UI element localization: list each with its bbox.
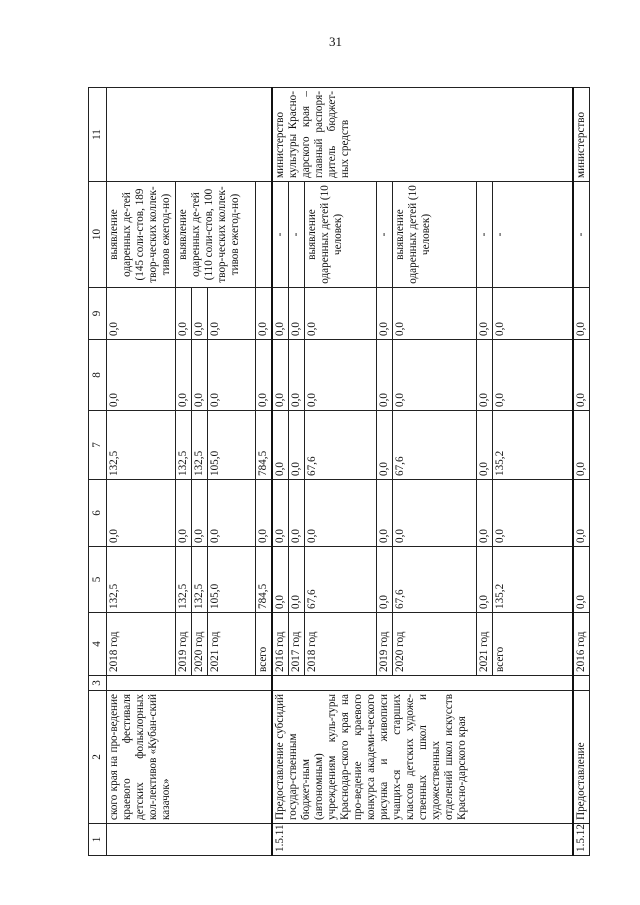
cell-value: 0,0 bbox=[377, 547, 393, 613]
header-cell: 4 bbox=[89, 613, 107, 676]
cell-value: 0,0 bbox=[289, 547, 305, 613]
budget-table bbox=[88, 87, 590, 856]
cell-value: 132,5 bbox=[176, 547, 192, 613]
header-cell: 10 bbox=[89, 182, 107, 288]
cell-result bbox=[256, 182, 273, 288]
cell-value: 0,0 bbox=[493, 288, 573, 340]
cell-value: 0,0 bbox=[272, 288, 289, 340]
cell-result: - bbox=[477, 182, 493, 288]
cell-value: 67,6 bbox=[393, 411, 477, 480]
cell-value: 132,5 bbox=[192, 547, 208, 613]
cell-value: 105,0 bbox=[208, 411, 256, 480]
cell-value: 0,0 bbox=[477, 288, 493, 340]
header-cell: 6 bbox=[89, 480, 107, 547]
cell-result: выявление одаренных детей (10 человек) bbox=[305, 182, 377, 288]
header-cell: 5 bbox=[89, 547, 107, 613]
cell-value: 132,5 bbox=[176, 411, 192, 480]
cell-value: 0,0 bbox=[192, 288, 208, 340]
cell-value: 105,0 bbox=[208, 547, 256, 613]
cell-value: 0,0 bbox=[393, 288, 477, 340]
cell-value: 0,0 bbox=[107, 288, 176, 340]
cell-col3 bbox=[573, 676, 590, 691]
cell-col3 bbox=[107, 676, 273, 691]
cell-value: 0,0 bbox=[305, 288, 377, 340]
cell-value: 0,0 bbox=[208, 340, 256, 411]
cell-value: 0,0 bbox=[272, 411, 289, 480]
cell-value: 0,0 bbox=[289, 411, 305, 480]
cell-year: 2020 год bbox=[393, 613, 477, 676]
cell-value: 0,0 bbox=[377, 480, 393, 547]
cell-value: 0,0 bbox=[272, 480, 289, 547]
cell-value: 0,0 bbox=[493, 340, 573, 411]
cell-value: 0,0 bbox=[477, 480, 493, 547]
cell-value: 67,6 bbox=[305, 411, 377, 480]
cell-year: 2019 год bbox=[377, 613, 393, 676]
cell-value: 0,0 bbox=[176, 340, 192, 411]
cell-value: 67,6 bbox=[393, 547, 477, 613]
cell-value: 0,0 bbox=[107, 480, 176, 547]
cell-col3 bbox=[272, 676, 573, 691]
cell-value: 0,0 bbox=[493, 480, 573, 547]
header-cell: 1 bbox=[89, 824, 107, 856]
cell-value: 0,0 bbox=[573, 411, 590, 480]
cell-number bbox=[107, 824, 273, 856]
cell-value: 135,2 bbox=[493, 411, 573, 480]
cell-year: всего bbox=[493, 613, 573, 676]
cell-result: - bbox=[573, 182, 590, 288]
cell-year: 2021 год bbox=[477, 613, 493, 676]
cell-value: 0,0 bbox=[272, 547, 289, 613]
cell-value: 0,0 bbox=[573, 340, 590, 411]
cell-result: выявление одаренных детей (10 человек) bbox=[393, 182, 477, 288]
cell-result: выявление одаренных де-тей (145 соли-стов, 189 твор-ческих коллек-тивов ежегод-но) bbox=[107, 182, 176, 288]
cell-value: 0,0 bbox=[176, 480, 192, 547]
cell-value: 0,0 bbox=[208, 480, 256, 547]
cell-year: 2017 год bbox=[289, 613, 305, 676]
cell-value: 0,0 bbox=[477, 547, 493, 613]
cell-responsible: министерство культуры Красно-дарского края – главный распоря-дитель бюджет-ных средств bbox=[272, 88, 573, 182]
cell-number: 1.5.11 bbox=[272, 824, 573, 856]
cell-value: 132,5 bbox=[107, 411, 176, 480]
header-row bbox=[89, 88, 107, 856]
cell-description: ского края на про-ведение краевого фестиваля детских фольклорных кол-лективов «Кубан-ский казачок» bbox=[107, 691, 273, 824]
cell-result: - bbox=[377, 182, 393, 288]
cell-value: 0,0 bbox=[289, 288, 305, 340]
cell-value: 784,5 bbox=[256, 547, 273, 613]
cell-year: 2021 год bbox=[208, 613, 256, 676]
header-cell: 7 bbox=[89, 411, 107, 480]
cell-value: 132,5 bbox=[107, 547, 176, 613]
cell-value: 0,0 bbox=[477, 340, 493, 411]
table-row bbox=[573, 88, 590, 856]
cell-value: 0,0 bbox=[192, 480, 208, 547]
cell-value: 0,0 bbox=[305, 480, 377, 547]
cell-value: 0,0 bbox=[208, 288, 256, 340]
cell-responsible bbox=[107, 88, 273, 182]
page-number: 31 bbox=[329, 34, 342, 49]
cell-value: 0,0 bbox=[305, 340, 377, 411]
cell-year: 2018 год bbox=[107, 613, 176, 676]
cell-result: выявление одаренных де-тей (110 соли-стов, 100 твор-ческих коллек-тивов ежегод-но) bbox=[176, 182, 256, 288]
cell-value: 0,0 bbox=[176, 288, 192, 340]
cell-value: 132,5 bbox=[192, 411, 208, 480]
cell-value: 135,2 bbox=[493, 547, 573, 613]
cell-value: 0,0 bbox=[377, 411, 393, 480]
table-row bbox=[107, 88, 176, 856]
cell-value: 0,0 bbox=[377, 340, 393, 411]
cell-value: 0,0 bbox=[573, 480, 590, 547]
cell-description: Предоставление bbox=[573, 691, 590, 824]
cell-responsible: министерство bbox=[573, 88, 590, 182]
cell-result: - bbox=[493, 182, 573, 288]
cell-year: 2019 год bbox=[176, 613, 192, 676]
cell-value: 0,0 bbox=[573, 547, 590, 613]
header-cell: 9 bbox=[89, 288, 107, 340]
cell-result: - bbox=[272, 182, 289, 288]
rotated-table-wrapper bbox=[88, 88, 598, 856]
cell-value: 0,0 bbox=[393, 340, 477, 411]
cell-value: 67,6 bbox=[305, 547, 377, 613]
table-row bbox=[272, 88, 289, 856]
cell-value: 0,0 bbox=[477, 411, 493, 480]
cell-year: 2016 год bbox=[573, 613, 590, 676]
cell-value: 784,5 bbox=[256, 411, 273, 480]
header-cell: 8 bbox=[89, 340, 107, 411]
header-cell: 11 bbox=[89, 88, 107, 182]
cell-result: - bbox=[289, 182, 305, 288]
cell-year: 2016 год bbox=[272, 613, 289, 676]
cell-value: 0,0 bbox=[573, 288, 590, 340]
header-cell: 3 bbox=[89, 676, 107, 691]
cell-year: 2018 год bbox=[305, 613, 377, 676]
cell-value: 0,0 bbox=[377, 288, 393, 340]
cell-value: 0,0 bbox=[393, 480, 477, 547]
cell-year: всего bbox=[256, 613, 273, 676]
cell-value: 0,0 bbox=[256, 288, 273, 340]
header-cell: 2 bbox=[89, 691, 107, 824]
cell-value: 0,0 bbox=[192, 340, 208, 411]
cell-year: 2020 год bbox=[192, 613, 208, 676]
cell-description: Предоставление субсидий государ-ственным бюджет-ным (автономным) учреждениям куль-туры Краснодар-ского края на про-ведение краевого конкурса академи-ческого рисунка и живописи учащих-ся старших классов детских художе-ственных школ и художественных отделений школ искусств Красно-дарского края bbox=[272, 691, 573, 824]
cell-value: 0,0 bbox=[256, 480, 273, 547]
cell-value: 0,0 bbox=[107, 340, 176, 411]
cell-number: 1.5.12 bbox=[573, 824, 590, 856]
cell-value: 0,0 bbox=[256, 340, 273, 411]
cell-value: 0,0 bbox=[272, 340, 289, 411]
cell-value: 0,0 bbox=[289, 340, 305, 411]
cell-value: 0,0 bbox=[289, 480, 305, 547]
